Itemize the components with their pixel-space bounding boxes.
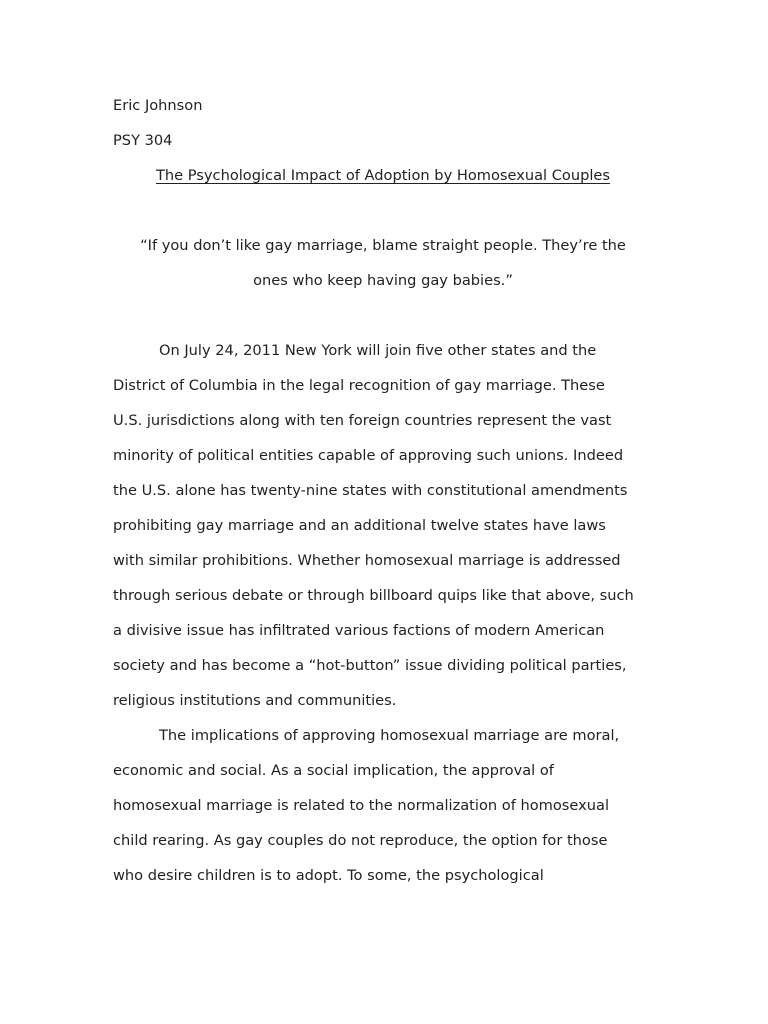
paragraph-line: society and has become a “hot-button” issue dividing political parties, — [113, 657, 627, 674]
epigraph-line: ones who keep having gay babies.” — [253, 272, 513, 289]
paragraph-line: child rearing. As gay couples do not reproduce, the option for those — [113, 832, 608, 849]
document-body — [113, 88, 658, 893]
paragraph-line: through serious debate or through billboard quips like that above, such — [113, 587, 634, 604]
course-code: PSY 304 — [113, 132, 173, 149]
paragraph-line: minority of political entities capable of approving such unions. Indeed — [113, 447, 624, 464]
paragraph-1 — [113, 333, 658, 718]
paper-title-line — [113, 158, 653, 193]
paragraph-line: prohibiting gay marriage and an additional twelve states have laws — [113, 517, 606, 534]
paragraph-line: with similar prohibitions. Whether homosexual marriage is addressed — [113, 552, 621, 569]
spacer — [113, 298, 658, 333]
paper-title: The Psychological Impact of Adoption by Homosexual Couples — [155, 167, 611, 184]
paragraph-line: economic and social. As a social implication, the approval of — [113, 762, 554, 779]
paragraph-line: homosexual marriage is related to the normalization of homosexual — [113, 797, 610, 814]
paragraph-line: The implications of approving homosexual marriage are moral, — [159, 727, 620, 744]
epigraph-quote — [113, 228, 658, 298]
paragraph-line: the U.S. alone has twenty-nine states with constitutional amendments — [113, 482, 628, 499]
paragraph-line: District of Columbia in the legal recognition of gay marriage. These — [113, 377, 605, 394]
paragraph-2 — [113, 718, 658, 893]
epigraph-line: “If you don’t like gay marriage, blame straight people. They’re the — [140, 237, 626, 254]
paragraph-line: a divisive issue has infiltrated various factions of modern American — [113, 622, 605, 639]
paragraph-line: religious institutions and communities. — [113, 692, 397, 709]
paragraph-line: On July 24, 2011 New York will join five other states and the — [159, 342, 597, 359]
spacer — [113, 193, 658, 228]
paragraph-line: who desire children is to adopt. To some, the psychological — [113, 867, 544, 884]
paragraph-line: U.S. jurisdictions along with ten foreign countries represent the vast — [113, 412, 612, 429]
author-name: Eric Johnson — [113, 97, 203, 114]
